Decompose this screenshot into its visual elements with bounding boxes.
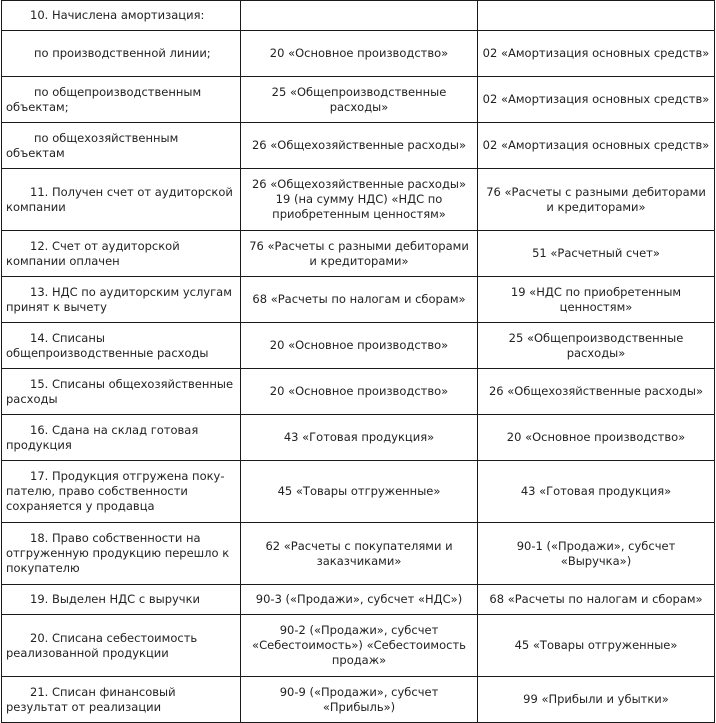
table-row — [2, 415, 715, 461]
credit-cell: 02 «Амортизация основных средств» — [478, 77, 715, 123]
credit-cell: 90-1 («Продажи», субсчет «Выручка») — [478, 523, 715, 585]
debit-cell: 90-2 («Продажи», субсчет «Себестоимость») «Себестоимость продаж» — [241, 615, 478, 677]
credit-cell: 43 «Готовая продукция» — [478, 461, 715, 523]
operation-cell: 20. Списана себестоимость реализованной продукции — [2, 615, 241, 677]
table-row — [2, 369, 715, 415]
table-row — [2, 123, 715, 169]
operation-cell: 14. Списаны общепроизводственные расходы — [2, 323, 241, 369]
operation-cell: 18. Право собственности на отгруженную продукцию перешло к покупателю — [2, 523, 241, 585]
table-row — [2, 169, 715, 231]
debit-cell: 43 «Готовая продукция» — [241, 415, 478, 461]
accounting-entries-table — [1, 0, 715, 723]
debit-cell: 76 «Расчеты с разными дебиторами и кредиторами» — [241, 231, 478, 277]
credit-cell: 02 «Амортизация основных средств» — [478, 123, 715, 169]
credit-cell: 02 «Амортизация основных средств» — [478, 31, 715, 77]
debit-cell: 26 «Общехозяйственные расходы» — [241, 123, 478, 169]
debit-cell: 62 «Расчеты с покупателями и заказчиками» — [241, 523, 478, 585]
debit-cell — [241, 1, 478, 31]
operation-cell: 19. Выделен НДС с выручки — [2, 585, 241, 615]
credit-cell: 51 «Расчетный счет» — [478, 231, 715, 277]
operation-cell: 15. Списаны общехозяйственные расходы — [2, 369, 241, 415]
operation-cell: по производственной линии; — [2, 31, 241, 77]
operation-cell: 13. НДС по аудиторским услугам принят к вычету — [2, 277, 241, 323]
operation-cell: 12. Счет от аудиторской компании оплачен — [2, 231, 241, 277]
table-row — [2, 677, 715, 723]
operation-cell: 21. Списан финансовый результат от реализации — [2, 677, 241, 723]
table-row — [2, 461, 715, 523]
debit-cell: 25 «Общепроизводственные расходы» — [241, 77, 478, 123]
debit-cell: 20 «Основное производство» — [241, 323, 478, 369]
table-row — [2, 77, 715, 123]
operation-cell: 11. Получен счет от аудиторской компании — [2, 169, 241, 231]
table-row — [2, 277, 715, 323]
debit-cell: 45 «Товары отгруженные» — [241, 461, 478, 523]
debit-cell: 90-3 («Продажи», субсчет «НДС») — [241, 585, 478, 615]
credit-cell: 68 «Расчеты по налогам и сборам» — [478, 585, 715, 615]
credit-cell: 99 «Прибыли и убытки» — [478, 677, 715, 723]
table-row — [2, 585, 715, 615]
credit-cell — [478, 1, 715, 31]
table-row — [2, 1, 715, 31]
debit-cell: 20 «Основное производство» — [241, 369, 478, 415]
debit-cell: 20 «Основное производство» — [241, 31, 478, 77]
operation-cell: 17. Продукция отгружена поку-пателю, право собственности сохраняется у продавца — [2, 461, 241, 523]
operation-cell: по общепроизводственным объектам; — [2, 77, 241, 123]
debit-cell: 68 «Расчеты по налогам и сборам» — [241, 277, 478, 323]
debit-cell: 90-9 («Продажи», субсчет «Прибыль») — [241, 677, 478, 723]
credit-cell: 45 «Товары отгруженные» — [478, 615, 715, 677]
table-row — [2, 231, 715, 277]
operation-cell: 10. Начислена амортизация: — [2, 1, 241, 31]
table-row — [2, 31, 715, 77]
credit-cell: 20 «Основное производство» — [478, 415, 715, 461]
debit-cell: 26 «Общехозяйственные расходы» 19 (на сумму НДС) «НДС по приобретенным ценностям» — [241, 169, 478, 231]
table-row — [2, 615, 715, 677]
table-row — [2, 523, 715, 585]
operation-cell: по общехозяйственным объектам — [2, 123, 241, 169]
credit-cell: 19 «НДС по приобретенным ценностям» — [478, 277, 715, 323]
credit-cell: 25 «Общепроизводственные расходы» — [478, 323, 715, 369]
operation-cell: 16. Сдана на склад готовая продукция — [2, 415, 241, 461]
credit-cell: 26 «Общехозяйственные расходы» — [478, 369, 715, 415]
credit-cell: 76 «Расчеты с разными дебиторами и кредиторами» — [478, 169, 715, 231]
table-row — [2, 323, 715, 369]
